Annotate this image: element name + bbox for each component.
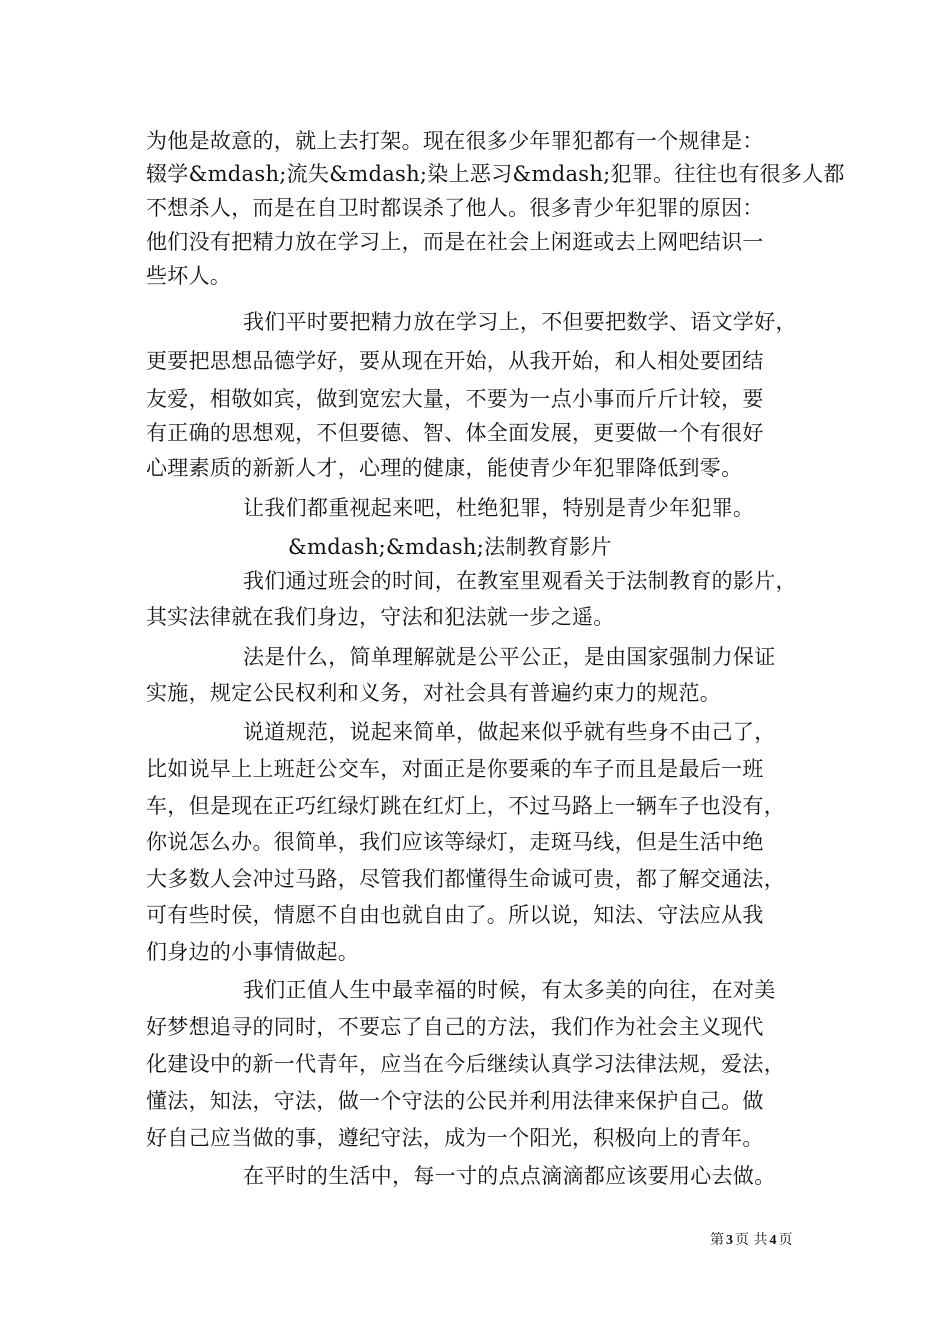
text-line: 车，但是现在正巧红绿灯跳在红灯上，不过马路上一辆车子也没有， xyxy=(146,794,785,818)
text-line: 有正确的思想观，不但要德、智、体全面发展，更要做一个有很好 xyxy=(146,421,764,445)
paragraph-first-line: 我们正值人生中最幸福的时候，有太多美的向往，在对美 xyxy=(243,978,776,1002)
section-heading: &mdash;&mdash;法制教育影片 xyxy=(288,535,612,559)
text-line: 懂法，知法，守法，做一个守法的公民并利用法律来保护自己。做 xyxy=(146,1089,764,1113)
current-page-number: 3 xyxy=(726,1233,733,1248)
text-line: 比如说早上上班赶公交车，对面正是你要乘的车子而且是最后一班 xyxy=(146,757,764,781)
text-line: 更要把思想品德学好，要从现在开始，从我开始，和人相处要团结 xyxy=(146,349,764,373)
footer-middle: 页 共 xyxy=(735,1232,768,1248)
paragraph-first-line: 我们平时要把精力放在学习上，不但要把数学、语文学好， xyxy=(243,310,797,334)
text-line: 好自己应当做的事，遵纪守法，成为一个阳光，积极向上的青年。 xyxy=(146,1126,764,1150)
text-line: 其实法律就在我们身边，守法和犯法就一步之遥。 xyxy=(146,605,615,629)
page-footer xyxy=(710,1232,792,1249)
paragraph-first-line: 在平时的生活中，每一寸的点点滴滴都应该要用心去做。 xyxy=(243,1164,776,1188)
text-line: 些坏人。 xyxy=(146,264,232,288)
text-line: 好梦想追寻的同时，不要忘了自己的方法，我们作为社会主义现代 xyxy=(146,1015,764,1039)
text-line: 们身边的小事情做起。 xyxy=(146,940,359,964)
text-line: 实施，规定公民权利和义务，对社会具有普遍约束力的规范。 xyxy=(146,681,722,705)
text-line: 友爱，相敬如宾，做到宽宏大量，不要为一点小事而斤斤计较，要 xyxy=(146,387,764,411)
text-line: 心理素质的新新人才，心理的健康，能使青少年犯罪降低到零。 xyxy=(146,456,743,480)
text-line: 不想杀人，而是在自卫时都误杀了他人。很多青少年犯罪的原因： xyxy=(146,196,764,220)
text-line: 化建设中的新一代青年，应当在今后继续认真学习法律法规，爱法， xyxy=(146,1052,785,1076)
total-pages-number: 4 xyxy=(769,1233,777,1248)
text-line: 他们没有把精力放在学习上，而是在社会上闲逛或去上网吧结识一 xyxy=(146,230,764,254)
paragraph-first-line: 让我们都重视起来吧，杜绝犯罪，特别是青少年犯罪。 xyxy=(243,496,755,520)
text-line: 大多数人会冲过马路，尽管我们都懂得生命诚可贵，都了解交通法， xyxy=(146,867,785,891)
text-line: 辍学&mdash;流失&mdash;染上恶习&mdash;犯罪。往往也有很多人都 xyxy=(146,162,845,186)
paragraph-first-line: 说道规范，说起来简单，做起来似乎就有些身不由己了， xyxy=(243,720,776,744)
footer-prefix: 第 xyxy=(710,1232,724,1248)
text-line: 可有些时侯，情愿不自由也就自由了。所以说，知法、守法应从我 xyxy=(146,903,764,927)
footer-suffix: 页 xyxy=(778,1232,793,1248)
text-line: 为他是故意的，就上去打架。现在很多少年罪犯都有一个规律是： xyxy=(146,129,764,153)
paragraph-first-line: 我们通过班会的时间，在教室里观看关于法制教育的影片， xyxy=(243,569,797,593)
text-line: 你说怎么办。很简单，我们应该等绿灯，走斑马线，但是生活中绝 xyxy=(146,830,764,854)
paragraph-first-line: 法是什么，简单理解就是公平公正，是由国家强制力保证 xyxy=(243,645,776,669)
